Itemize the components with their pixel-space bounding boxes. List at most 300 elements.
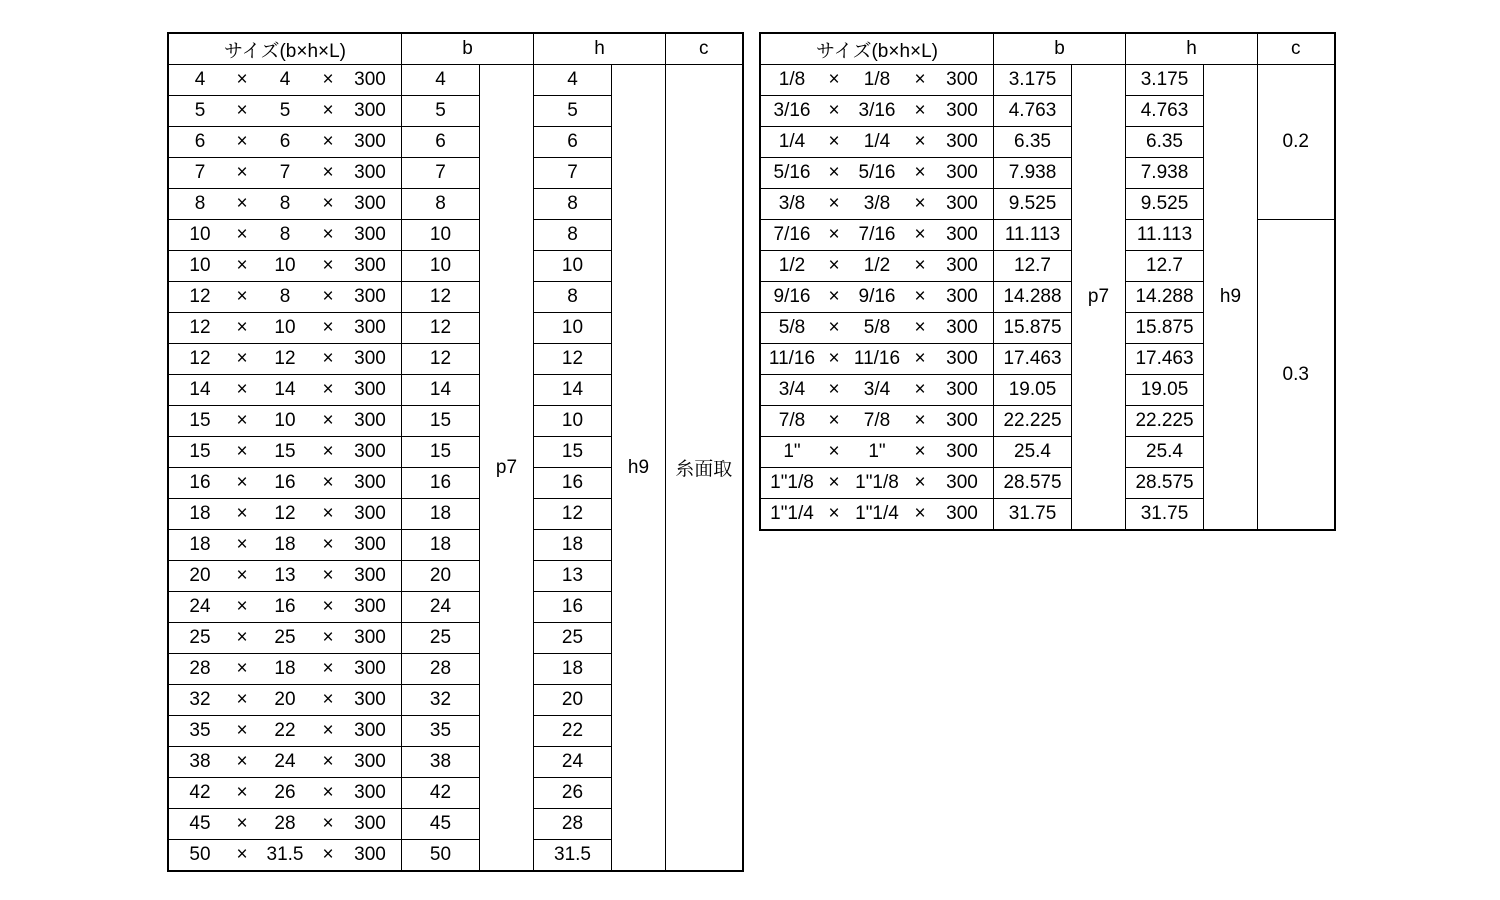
size-h-value: 12	[274, 503, 296, 524]
times-sign: ×	[322, 224, 334, 245]
h-value-cell: 8	[534, 220, 612, 251]
times-sign: ×	[322, 565, 334, 586]
h-value-cell: 26	[534, 778, 612, 809]
size-b-value: 12	[189, 317, 211, 338]
b-value-cell: 28	[402, 654, 480, 685]
h-value-cell: 10	[534, 406, 612, 437]
size-h-value: 22	[274, 720, 296, 741]
size-cell	[168, 468, 402, 499]
size-length-value: 300	[354, 751, 386, 772]
size-cell	[168, 282, 402, 313]
size-cell	[168, 158, 402, 189]
size-b-value: 10	[189, 255, 211, 276]
size-h-value: 8	[279, 193, 291, 214]
table-header-row	[168, 33, 743, 65]
times-sign: ×	[914, 348, 926, 369]
times-sign: ×	[236, 565, 248, 586]
b-value-cell: 25.4	[994, 437, 1072, 468]
size-b-value: 50	[189, 844, 211, 865]
size-length-value: 300	[946, 472, 978, 493]
size-b-value: 24	[189, 596, 211, 617]
size-h-value: 26	[274, 782, 296, 803]
size-b-value: 1"	[783, 441, 801, 462]
h-value-cell: 8	[534, 282, 612, 313]
table-row	[760, 65, 1335, 96]
size-cell	[168, 375, 402, 406]
size-cell	[168, 437, 402, 468]
size-length-value: 300	[354, 689, 386, 710]
b-value-cell: 22.225	[994, 406, 1072, 437]
size-h-value: 6	[279, 131, 291, 152]
h-value-cell: 7.938	[1126, 158, 1204, 189]
b-value-cell: 5	[402, 96, 480, 127]
size-length-value: 300	[354, 131, 386, 152]
h-value-cell: 18	[534, 654, 612, 685]
times-sign: ×	[914, 100, 926, 121]
b-value-cell: 6	[402, 127, 480, 158]
size-length-value: 300	[354, 410, 386, 431]
times-sign: ×	[322, 596, 334, 617]
size-b-value: 20	[189, 565, 211, 586]
size-b-value: 7/8	[778, 410, 806, 431]
h-value-cell: 15	[534, 437, 612, 468]
size-length-value: 300	[946, 441, 978, 462]
size-cell	[168, 127, 402, 158]
size-cell	[168, 530, 402, 561]
h-value-cell: 4.763	[1126, 96, 1204, 127]
size-b-value: 15	[189, 441, 211, 462]
times-sign: ×	[322, 162, 334, 183]
size-length-value: 300	[354, 348, 386, 369]
times-sign: ×	[236, 472, 248, 493]
size-h-value: 10	[274, 410, 296, 431]
times-sign: ×	[236, 69, 248, 90]
size-h-value: 18	[274, 658, 296, 679]
size-cell	[168, 313, 402, 344]
times-sign: ×	[828, 224, 840, 245]
times-sign: ×	[236, 224, 248, 245]
b-value-cell: 8	[402, 189, 480, 220]
b-value-cell: 19.05	[994, 375, 1072, 406]
size-h-value: 1"1/8	[855, 472, 899, 493]
size-cell	[760, 499, 994, 531]
size-cell	[168, 592, 402, 623]
times-sign: ×	[914, 410, 926, 431]
h-value-cell: 16	[534, 592, 612, 623]
c-header: c	[1258, 33, 1335, 65]
h-value-cell: 22.225	[1126, 406, 1204, 437]
b-value-cell: 15	[402, 437, 480, 468]
size-cell	[760, 127, 994, 158]
b-value-cell: 15	[402, 406, 480, 437]
times-sign: ×	[828, 441, 840, 462]
h-value-cell: 31.75	[1126, 499, 1204, 531]
h-value-cell: 31.5	[534, 840, 612, 872]
size-b-value: 12	[189, 286, 211, 307]
h-value-cell: 15.875	[1126, 313, 1204, 344]
times-sign: ×	[914, 255, 926, 276]
size-b-value: 3/8	[778, 193, 806, 214]
size-b-value: 28	[189, 658, 211, 679]
times-sign: ×	[828, 286, 840, 307]
h-value-cell: 12	[534, 499, 612, 530]
b-value-cell: 45	[402, 809, 480, 840]
size-cell	[168, 561, 402, 592]
b-value-cell: 18	[402, 530, 480, 561]
b-value-cell: 25	[402, 623, 480, 654]
size-b-value: 10	[189, 224, 211, 245]
size-h-value: 31.5	[266, 844, 304, 865]
b-value-cell: 4	[402, 65, 480, 96]
size-b-value: 18	[189, 534, 211, 555]
h-header: h	[1126, 33, 1258, 65]
size-h-value: 5/16	[858, 162, 896, 183]
times-sign: ×	[236, 286, 248, 307]
b-tolerance-cell: p7	[480, 65, 534, 872]
h-value-cell: 6.35	[1126, 127, 1204, 158]
size-b-value: 11/16	[768, 348, 816, 369]
size-b-value: 18	[189, 503, 211, 524]
size-length-value: 300	[946, 348, 978, 369]
h-value-cell: 6	[534, 127, 612, 158]
size-h-value: 14	[274, 379, 296, 400]
b-value-cell: 15.875	[994, 313, 1072, 344]
size-cell	[168, 778, 402, 809]
times-sign: ×	[322, 100, 334, 121]
size-b-value: 7/16	[773, 224, 811, 245]
size-h-value: 16	[274, 596, 296, 617]
h-value-cell: 28	[534, 809, 612, 840]
b-value-cell: 12	[402, 344, 480, 375]
size-length-value: 300	[946, 379, 978, 400]
size-cell	[760, 468, 994, 499]
size-h-value: 1/8	[863, 69, 891, 90]
h-value-cell: 12	[534, 344, 612, 375]
size-length-value: 300	[354, 441, 386, 462]
times-sign: ×	[236, 100, 248, 121]
size-b-value: 14	[189, 379, 211, 400]
h-value-cell: 14	[534, 375, 612, 406]
size-h-value: 8	[279, 286, 291, 307]
h-value-cell: 25.4	[1126, 437, 1204, 468]
b-value-cell: 12	[402, 313, 480, 344]
size-length-value: 300	[354, 596, 386, 617]
size-cell	[168, 716, 402, 747]
b-value-cell: 38	[402, 747, 480, 778]
size-h-value: 28	[274, 813, 296, 834]
size-length-value: 300	[946, 317, 978, 338]
b-value-cell: 9.525	[994, 189, 1072, 220]
h-value-cell: 4	[534, 65, 612, 96]
size-h-value: 1/2	[863, 255, 891, 276]
times-sign: ×	[828, 317, 840, 338]
size-cell	[168, 251, 402, 282]
size-cell	[168, 220, 402, 251]
size-cell	[760, 437, 994, 468]
size-cell	[760, 96, 994, 127]
size-length-value: 300	[946, 286, 978, 307]
size-h-value: 3/4	[863, 379, 891, 400]
size-b-value: 3/16	[773, 100, 811, 121]
times-sign: ×	[828, 472, 840, 493]
size-length-value: 300	[354, 255, 386, 276]
size-h-value: 3/8	[863, 193, 891, 214]
size-b-value: 16	[189, 472, 211, 493]
times-sign: ×	[828, 503, 840, 524]
size-b-value: 6	[194, 131, 206, 152]
times-sign: ×	[914, 286, 926, 307]
size-h-value: 9/16	[858, 286, 896, 307]
size-h-value: 1/4	[863, 131, 891, 152]
b-tolerance-cell: p7	[1072, 65, 1126, 531]
times-sign: ×	[322, 379, 334, 400]
b-value-cell: 6.35	[994, 127, 1072, 158]
times-sign: ×	[236, 255, 248, 276]
b-value-cell: 50	[402, 840, 480, 872]
size-b-value: 1"1/8	[770, 472, 814, 493]
size-h-value: 16	[274, 472, 296, 493]
times-sign: ×	[236, 658, 248, 679]
table-header-row	[760, 33, 1335, 65]
b-value-cell: 7.938	[994, 158, 1072, 189]
times-sign: ×	[828, 193, 840, 214]
b-value-cell: 14.288	[994, 282, 1072, 313]
size-length-value: 300	[946, 255, 978, 276]
times-sign: ×	[322, 534, 334, 555]
size-length-value: 300	[354, 286, 386, 307]
h-header: h	[534, 33, 666, 65]
times-sign: ×	[914, 503, 926, 524]
size-length-value: 300	[946, 162, 978, 183]
size-b-value: 35	[189, 720, 211, 741]
size-length-value: 300	[354, 782, 386, 803]
times-sign: ×	[914, 69, 926, 90]
size-h-value: 7	[279, 162, 291, 183]
size-cell	[168, 685, 402, 716]
times-sign: ×	[236, 317, 248, 338]
size-cell	[168, 344, 402, 375]
b-value-cell: 12.7	[994, 251, 1072, 282]
size-h-value: 4	[279, 69, 291, 90]
size-b-value: 1/4	[778, 131, 806, 152]
size-b-value: 4	[194, 69, 206, 90]
size-h-value: 7/8	[863, 410, 891, 431]
size-cell	[760, 65, 994, 96]
size-h-value: 1"1/4	[855, 503, 899, 524]
size-length-value: 300	[354, 224, 386, 245]
b-value-cell: 7	[402, 158, 480, 189]
times-sign: ×	[236, 627, 248, 648]
size-h-value: 13	[274, 565, 296, 586]
size-h-value: 15	[274, 441, 296, 462]
times-sign: ×	[236, 596, 248, 617]
size-b-value: 5	[194, 100, 206, 121]
times-sign: ×	[914, 224, 926, 245]
h-value-cell: 8	[534, 189, 612, 220]
size-cell	[168, 65, 402, 96]
b-value-cell: 10	[402, 220, 480, 251]
h-value-cell: 10	[534, 313, 612, 344]
size-cell	[168, 809, 402, 840]
b-value-cell: 4.763	[994, 96, 1072, 127]
size-length-value: 300	[354, 565, 386, 586]
size-h-value: 18	[274, 534, 296, 555]
times-sign: ×	[828, 379, 840, 400]
b-value-cell: 32	[402, 685, 480, 716]
times-sign: ×	[322, 472, 334, 493]
b-value-cell: 20	[402, 561, 480, 592]
times-sign: ×	[236, 844, 248, 865]
size-length-value: 300	[354, 162, 386, 183]
times-sign: ×	[914, 162, 926, 183]
h-value-cell: 5	[534, 96, 612, 127]
h-value-cell: 19.05	[1126, 375, 1204, 406]
size-cell	[168, 406, 402, 437]
times-sign: ×	[322, 782, 334, 803]
b-value-cell: 42	[402, 778, 480, 809]
size-length-value: 300	[354, 100, 386, 121]
times-sign: ×	[322, 658, 334, 679]
h-value-cell: 3.175	[1126, 65, 1204, 96]
times-sign: ×	[236, 193, 248, 214]
times-sign: ×	[914, 193, 926, 214]
size-cell	[760, 406, 994, 437]
size-b-value: 15	[189, 410, 211, 431]
times-sign: ×	[322, 69, 334, 90]
b-value-cell: 24	[402, 592, 480, 623]
times-sign: ×	[828, 348, 840, 369]
b-value-cell: 28.575	[994, 468, 1072, 499]
table-row	[168, 65, 743, 96]
h-value-cell: 28.575	[1126, 468, 1204, 499]
h-value-cell: 7	[534, 158, 612, 189]
size-h-value: 20	[274, 689, 296, 710]
size-b-value: 1"1/4	[770, 503, 814, 524]
size-cell	[168, 840, 402, 872]
h-value-cell: 20	[534, 685, 612, 716]
inch-size-table	[759, 32, 1336, 531]
b-value-cell: 35	[402, 716, 480, 747]
b-header: b	[402, 33, 534, 65]
times-sign: ×	[322, 751, 334, 772]
size-cell	[168, 499, 402, 530]
size-cell	[168, 96, 402, 127]
times-sign: ×	[236, 751, 248, 772]
times-sign: ×	[322, 131, 334, 152]
size-b-value: 8	[194, 193, 206, 214]
size-cell	[760, 189, 994, 220]
times-sign: ×	[322, 410, 334, 431]
size-b-value: 38	[189, 751, 211, 772]
size-length-value: 300	[354, 503, 386, 524]
size-length-value: 300	[946, 224, 978, 245]
times-sign: ×	[322, 193, 334, 214]
h-value-cell: 9.525	[1126, 189, 1204, 220]
times-sign: ×	[914, 379, 926, 400]
size-cell	[168, 654, 402, 685]
times-sign: ×	[236, 503, 248, 524]
size-length-value: 300	[946, 131, 978, 152]
h-value-cell: 10	[534, 251, 612, 282]
h-value-cell: 11.113	[1126, 220, 1204, 251]
times-sign: ×	[828, 255, 840, 276]
times-sign: ×	[322, 441, 334, 462]
h-value-cell: 22	[534, 716, 612, 747]
chamfer-cell: 糸面取	[666, 65, 743, 872]
size-length-value: 300	[946, 503, 978, 524]
times-sign: ×	[322, 689, 334, 710]
chamfer-cell: 0.3	[1258, 220, 1335, 531]
size-length-value: 300	[354, 720, 386, 741]
size-length-value: 300	[354, 472, 386, 493]
times-sign: ×	[236, 689, 248, 710]
b-value-cell: 10	[402, 251, 480, 282]
size-h-value: 8	[279, 224, 291, 245]
size-b-value: 42	[189, 782, 211, 803]
size-b-value: 5/8	[778, 317, 806, 338]
b-value-cell: 12	[402, 282, 480, 313]
chamfer-cell: 0.2	[1258, 65, 1335, 220]
size-h-value: 1"	[868, 441, 886, 462]
times-sign: ×	[322, 720, 334, 741]
times-sign: ×	[322, 503, 334, 524]
times-sign: ×	[322, 813, 334, 834]
times-sign: ×	[322, 627, 334, 648]
metric-size-table	[167, 32, 744, 872]
b-value-cell: 17.463	[994, 344, 1072, 375]
size-b-value: 5/16	[773, 162, 811, 183]
size-b-value: 32	[189, 689, 211, 710]
b-value-cell: 3.175	[994, 65, 1072, 96]
size-length-value: 300	[946, 193, 978, 214]
times-sign: ×	[914, 472, 926, 493]
size-cell	[760, 375, 994, 406]
size-length-value: 300	[354, 658, 386, 679]
times-sign: ×	[236, 813, 248, 834]
b-value-cell: 31.75	[994, 499, 1072, 531]
times-sign: ×	[828, 131, 840, 152]
b-value-cell: 16	[402, 468, 480, 499]
size-b-value: 9/16	[773, 286, 811, 307]
times-sign: ×	[236, 410, 248, 431]
size-h-value: 7/16	[858, 224, 896, 245]
size-length-value: 300	[354, 317, 386, 338]
size-length-value: 300	[354, 627, 386, 648]
times-sign: ×	[828, 162, 840, 183]
size-h-value: 3/16	[858, 100, 896, 121]
h-tolerance-cell: h9	[612, 65, 666, 872]
times-sign: ×	[322, 317, 334, 338]
size-b-value: 45	[189, 813, 211, 834]
times-sign: ×	[914, 131, 926, 152]
b-value-cell: 14	[402, 375, 480, 406]
size-h-value: 24	[274, 751, 296, 772]
size-h-value: 11/16	[853, 348, 901, 369]
h-value-cell: 13	[534, 561, 612, 592]
size-cell	[760, 282, 994, 313]
size-b-value: 1/2	[778, 255, 806, 276]
h-value-cell: 14.288	[1126, 282, 1204, 313]
size-h-value: 25	[274, 627, 296, 648]
times-sign: ×	[236, 348, 248, 369]
size-cell	[168, 189, 402, 220]
size-h-value: 5/8	[863, 317, 891, 338]
h-value-cell: 17.463	[1126, 344, 1204, 375]
size-cell	[760, 158, 994, 189]
size-length-value: 300	[354, 844, 386, 865]
size-length-value: 300	[946, 100, 978, 121]
size-b-value: 3/4	[778, 379, 806, 400]
